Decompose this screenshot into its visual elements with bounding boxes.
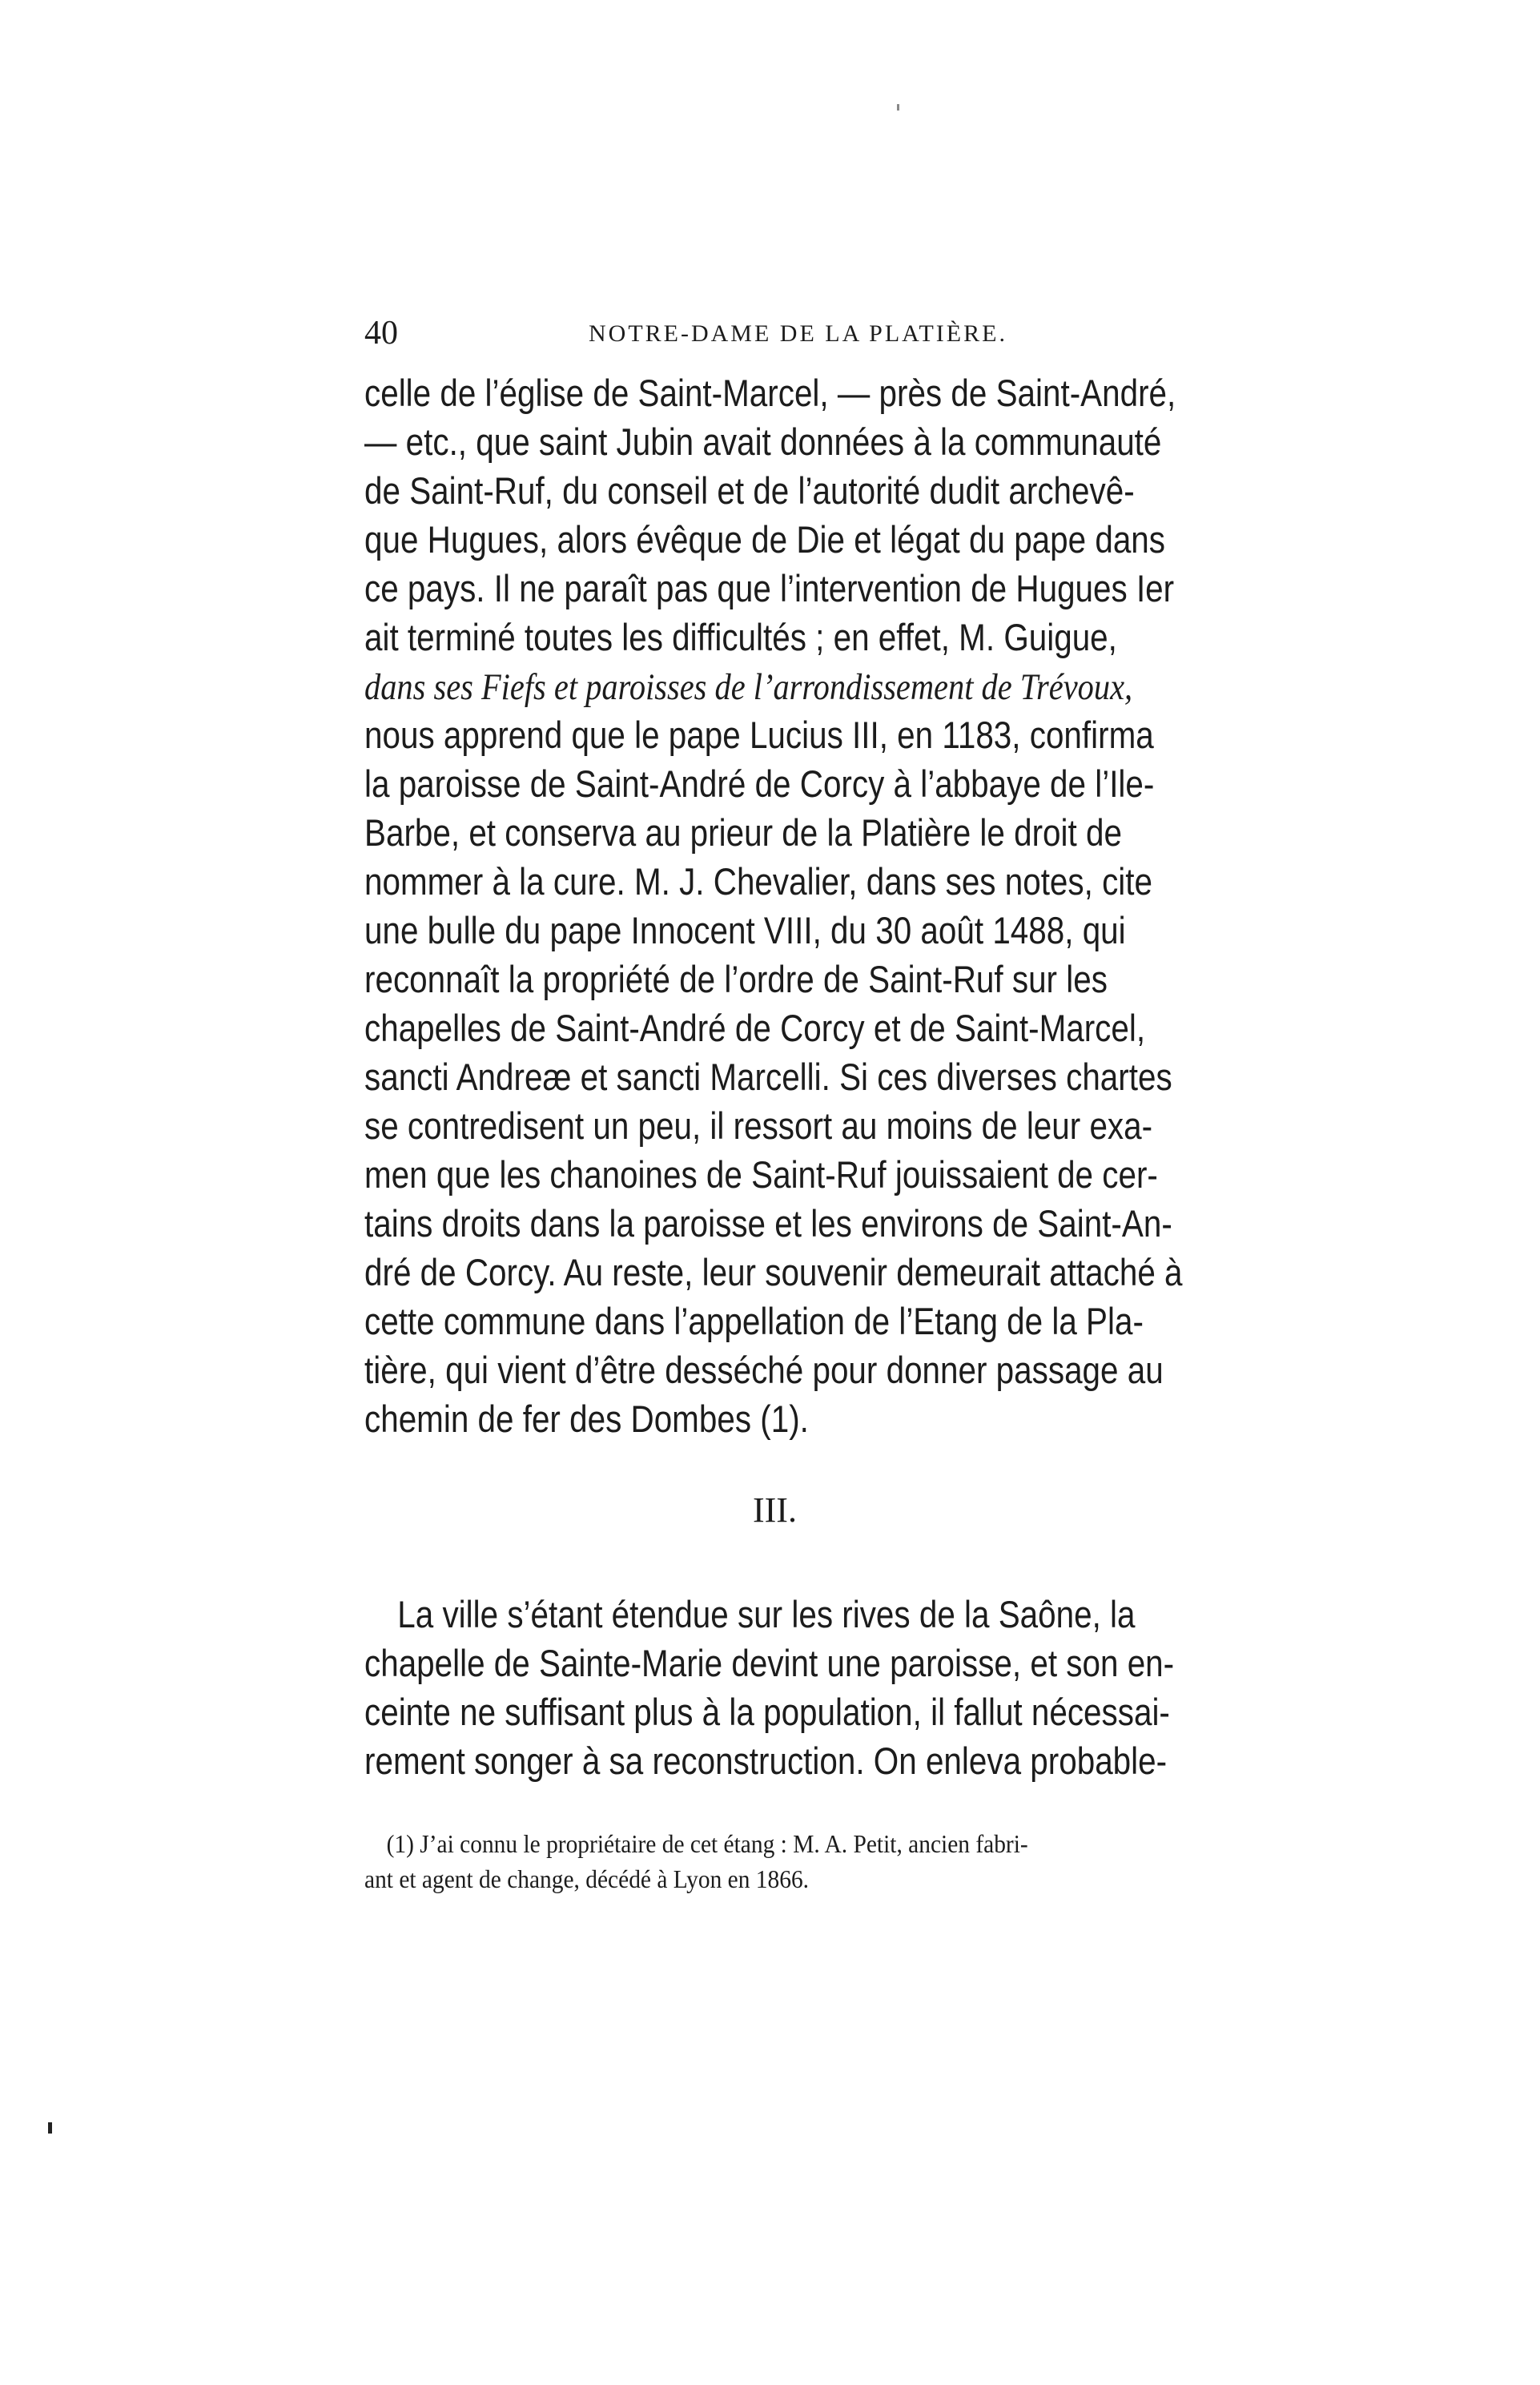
running-head [364, 314, 1229, 362]
text-line: chemin de fer des Dombes (1). [364, 1398, 809, 1440]
italic-text: dans ses Fiefs et paroisses de l’arrondissement de Trévoux, [364, 666, 1133, 708]
text-line: La ville s’étant étendue sur les rives de la Saône, la [397, 1593, 1136, 1635]
footnote [364, 1826, 1229, 1896]
section-heading: III. [753, 1490, 797, 1530]
paragraph-2 [364, 1590, 1229, 1785]
text-line: nommer à la cure. M. J. Chevalier, dans ses notes, cite [364, 860, 1152, 903]
text-line: — etc., que saint Jubin avait données à la communauté [364, 420, 1162, 463]
text-line: ait terminé toutes les difficultés ; en effet, M. Guigue, [364, 616, 1117, 658]
text-line: cette commune dans l’appellation de l’Etang de la Pla- [364, 1300, 1144, 1342]
text-line: tains droits dans la paroisse et les environs de Saint-An- [364, 1202, 1172, 1245]
text-line: de Saint-Ruf, du conseil et de l’autorité dudit archevê- [364, 469, 1135, 512]
text-line: nous apprend que le pape Lucius III, en 1183, confirma [364, 714, 1154, 756]
page-number: 40 [364, 315, 398, 352]
text-line: rement songer à sa reconstruction. On enleva probable- [364, 1739, 1168, 1782]
text-line: une bulle du pape Innocent VIII, du 30 août 1488, qui [364, 909, 1126, 951]
text-line: ceinte ne suffisant plus à la population, il fallut nécessai- [364, 1691, 1170, 1733]
text-line: dré de Corcy. Au reste, leur souvenir demeurait attaché à [364, 1251, 1183, 1293]
text-line: chapelles de Saint-André de Corcy et de Saint-Marcel, [364, 1007, 1146, 1049]
text-line: men que les chanoines de Saint-Ruf jouissaient de cer- [364, 1153, 1158, 1196]
text-line: sancti Andreæ et sancti Marcelli. Si ces diverses chartes [364, 1056, 1172, 1098]
text-line: reconnaît la propriété de l’ordre de Saint-Ruf sur les [364, 958, 1108, 1000]
text-line: Barbe, et conserva au prieur de la Platière le droit de [364, 811, 1122, 854]
paragraph-1 [364, 368, 1229, 1443]
text-line: celle de l’église de Saint-Marcel, — près de Saint-André, [364, 372, 1176, 414]
scan-speck [897, 104, 899, 111]
scan-speck [48, 2122, 52, 2134]
text-line: chapelle de Sainte-Marie devint une paroisse, et son en- [364, 1642, 1175, 1684]
footnote-line: ant et agent de change, décédé à Lyon en 1866. [364, 1864, 810, 1893]
text-line-italic [364, 662, 1133, 710]
running-title: NOTRE-DAME DE LA PLATIÈRE. [589, 320, 1007, 347]
text-line: ce pays. Il ne paraît pas que l’intervention de Hugues Ier [364, 567, 1175, 609]
text-line: que Hugues, alors évêque de Die et légat du pape dans [364, 518, 1166, 561]
text-line: la paroisse de Saint-André de Corcy à l’abbaye de l’Ile- [364, 762, 1155, 805]
text-line: tière, qui vient d’être desséché pour donner passage au [364, 1349, 1164, 1391]
text-line: se contredisent un peu, il ressort au moins de leur exa- [364, 1104, 1153, 1147]
footnote-line: (1) J’ai connu le propriétaire de cet étang : M. A. Petit, ancien fabri- [386, 1829, 1028, 1858]
